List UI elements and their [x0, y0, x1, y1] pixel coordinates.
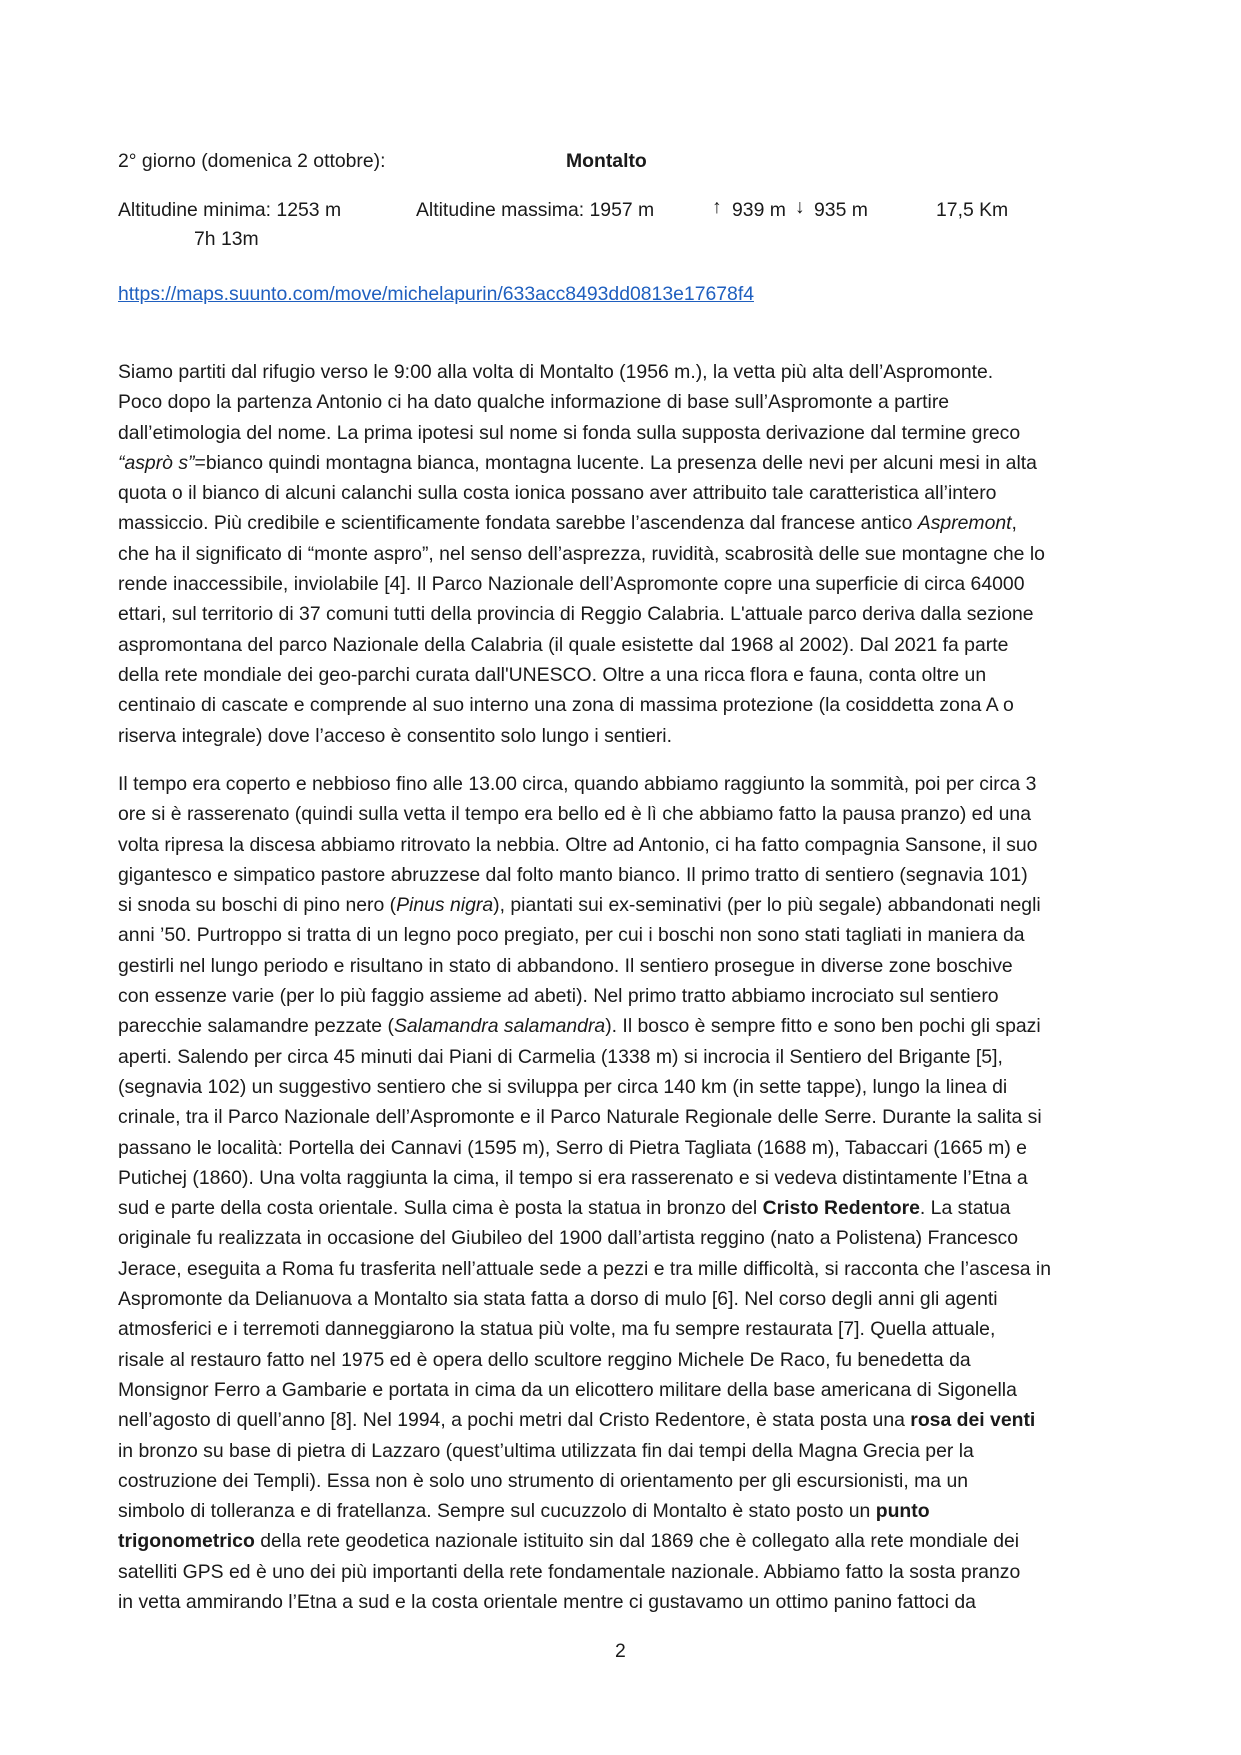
- altitude-min: Altitudine minima: 1253 m: [118, 199, 342, 221]
- text-line: atmosferici e i terremoti danneggiarono la statua più volte, ma fu sempre restaurata [7]. Quella attuale,: [118, 1318, 996, 1341]
- italic-term: Pinus nigra: [396, 894, 494, 917]
- paragraph-route-intro: [118, 357, 1128, 751]
- text-line: aspromontana del parco Nazionale della Calabria (il quale esistette dal 1968 al 2002). Dal 2021 fa parte: [118, 633, 1009, 656]
- ascent-value: 939 m: [732, 199, 786, 221]
- italic-term: Salamandra salamandra: [393, 1015, 606, 1038]
- italic-term: Aspremont: [917, 512, 1012, 535]
- text-line: rende inaccessibile, inviolabile [4]. Il Parco Nazionale dell’Aspromonte copre una superficie di circa 64000: [118, 573, 1025, 596]
- text-run: della rete geodetica nazionale istituito sin dal 1869 che è collegato alla rete mondiale dei: [254, 1530, 1020, 1553]
- text-line: che ha il significato di “monte aspro”, nel senso dell’asprezza, ruvidità, scabrosità delle sue montagne che lo: [118, 542, 1045, 565]
- text-line: [118, 1011, 1128, 1041]
- text-line: costruzione dei Templi). Essa non è solo uno strumento di orientamento per gli escursionisti, ma un: [118, 1469, 969, 1492]
- text-line: [118, 508, 1128, 538]
- text-line: ore si è rasserenato (quindi sulla vetta il tempo era bello ed è lì che abbiamo fatto la pausa pranzo) ed una: [118, 803, 1031, 826]
- text-run: simbolo di tolleranza e di fratellanza. Sempre sul cucuzzolo di Montalto è stato posto un: [118, 1500, 876, 1523]
- text-line: [118, 1496, 1128, 1526]
- italic-term: “asprò s”: [118, 451, 195, 474]
- text-line: dall’etimologia del nome. La prima ipotesi sul nome si fonda sulla supposta derivazione dal termine greco: [118, 421, 1021, 444]
- descent-value: 935 m: [814, 199, 868, 221]
- text-line: Putichej (1860). Una volta raggiunta la cima, il tempo si era rasserenato e si vedeva distintamente l’Etna a: [118, 1166, 1028, 1189]
- ascent-arrow-icon: ↑: [712, 196, 722, 218]
- text-line: [118, 890, 1128, 920]
- text-line: Monsignor Ferro a Gambarie e portata in cima da un elicottero militare della base americana di Sigonella: [118, 1378, 1017, 1401]
- bold-term: rosa dei venti: [910, 1409, 1036, 1432]
- text-line: gigantesco e simpatico pastore abruzzese dal folto manto bianco. Il primo tratto di sentiero (segnavia 101): [118, 863, 1028, 886]
- bold-term: Cristo Redentore: [762, 1197, 920, 1220]
- text-line: Aspromonte da Delianuova a Montalto sia stata fatta a dorso di mulo [6]. Nel corso degli anni gli agenti: [118, 1288, 998, 1311]
- text-line: crinale, tra il Parco Nazionale dell’Aspromonte e il Parco Naturale Regionale delle Serre. Durante la salita si: [118, 1106, 1042, 1129]
- text-line: ettari, sul territorio di 37 comuni tutti della provincia di Reggio Calabria. L'attuale parco deriva dalla sezione: [118, 603, 1034, 626]
- text-run: si snoda su boschi di pino nero (: [118, 894, 397, 917]
- text-line: riserva integrale) dove l’acceso è consentito solo lungo i sentieri.: [118, 724, 673, 747]
- text-line: Jerace, eseguita a Roma fu trasferita nell’attuale sede a pezzi e tra mille difficoltà, si racconta che l’ascesa in: [118, 1257, 1052, 1280]
- text-line: Poco dopo la partenza Antonio ci ha dato qualche informazione di base sull’Aspromonte a partire: [118, 391, 950, 414]
- text-line: risale al restauro fatto nel 1975 ed è opera dello scultore reggino Michele De Raco, fu benedetta da: [118, 1348, 971, 1371]
- text-run: sud e parte della costa orientale. Sulla cima è posta la statua in bronzo del: [118, 1197, 763, 1220]
- text-line: originale fu realizzata in occasione del Giubileo del 1900 dall’artista reggino (nato a Polistena) Francesco: [118, 1227, 1019, 1250]
- text-run: ,: [1011, 512, 1017, 535]
- text-line: Il tempo era coperto e nebbioso fino alle 13.00 circa, quando abbiamo raggiunto la sommità, poi per circa 3: [118, 773, 1037, 795]
- text-line: volta ripresa la discesa abbiamo ritrovato la nebbia. Oltre ad Antonio, ci ha fatto compagnia Sansone, il suo: [118, 833, 1038, 856]
- text-run: ), piantati sui ex-seminativi (per lo più segale) abbandonati negli: [493, 894, 1041, 917]
- page-number: 2: [615, 1640, 626, 1662]
- text-run: massiccio. Più credibile e scientificamente fondata sarebbe l’ascendenza dal francese antico: [118, 512, 918, 535]
- text-line: [118, 1405, 1128, 1435]
- text-line: [118, 1526, 1128, 1556]
- text-line: anni ’50. Purtroppo si tratta di un legno poco pregiato, per cui i boschi non sono stati tagliati in maniera da: [118, 924, 1025, 947]
- suunto-track-link[interactable]: https://maps.suunto.com/move/michelapurin/633acc8493dd0813e17678f4: [118, 283, 754, 305]
- duration-value: 7h 13m: [194, 228, 259, 250]
- text-run: =bianco quindi montagna bianca, montagna lucente. La presenza delle nevi per alcuni mesi in alta: [194, 451, 1037, 474]
- text-run: nell’agosto di quell’anno [8]. Nel 1994, a pochi metri dal Cristo Redentore, è stata posta una: [118, 1409, 911, 1432]
- text-line: della rete mondiale dei geo-parchi curata dall'UNESCO. Oltre a una ricca flora e fauna, conta oltre un: [118, 663, 987, 686]
- text-line: [118, 1193, 1128, 1223]
- text-line: con essenze varie (per lo più faggio assieme ad abeti). Nel primo tratto abbiamo incrociato sul sentiero: [118, 985, 999, 1008]
- text-run: parecchie salamandre pezzate (: [118, 1015, 394, 1038]
- text-line: in bronzo su base di pietra di Lazzaro (quest’ultima utilizzata fin dai tempi della Magna Grecia per la: [118, 1439, 974, 1462]
- text-run: . La statua: [919, 1197, 1011, 1220]
- text-line: centinaio di cascate e comprende al suo interno una zona di massima protezione (la cosiddetta zona A o: [118, 694, 1014, 717]
- paragraph-ascent-description: [118, 769, 1128, 1617]
- text-line: in vetta ammirando l’Etna a sud e la costa orientale mentre ci gustavamo un ottimo panino fattoci da: [118, 1591, 976, 1614]
- destination-title: Montalto: [566, 150, 647, 172]
- descent-arrow-icon: ↓: [795, 196, 805, 218]
- text-line: (segnavia 102) un suggestivo sentiero che si sviluppa per circa 140 km (in sette tappe), lungo la linea di: [118, 1075, 1008, 1098]
- bold-term: punto: [875, 1500, 930, 1523]
- distance-value: 17,5 Km: [936, 199, 1009, 221]
- day-label: 2° giorno (domenica 2 ottobre):: [118, 150, 386, 172]
- text-line: gestirli nel lungo periodo e risultano in stato di abbandono. Il sentiero prosegue in diverse zone boschive: [118, 954, 1013, 977]
- bold-term: trigonometrico: [118, 1530, 255, 1553]
- text-run: ). Il bosco è sempre fitto e sono ben pochi gli spazi: [605, 1015, 1041, 1038]
- altitude-max: Altitudine massima: 1957 m: [416, 199, 655, 221]
- text-line: quota o il bianco di alcuni calanchi sulla costa ionica possano aver attribuito tale caratteristica all’intero: [118, 482, 997, 505]
- text-line: [118, 448, 1128, 478]
- text-line: passano le località: Portella dei Cannavi (1595 m), Serro di Pietra Tagliata (1688 m), Tabaccari (1665 m) e: [118, 1136, 1027, 1159]
- text-line: aperti. Salendo per circa 45 minuti dai Piani di Carmelia (1338 m) si incrocia il Sentiero del Brigante [5],: [118, 1045, 1003, 1068]
- text-line: satelliti GPS ed è uno dei più importanti della rete fondamentale nazionale. Abbiamo fatto la sosta pranzo: [118, 1560, 1021, 1583]
- text-line: Siamo partiti dal rifugio verso le 9:00 alla volta di Montalto (1956 m.), la vetta più alta dell’Aspromonte.: [118, 361, 994, 383]
